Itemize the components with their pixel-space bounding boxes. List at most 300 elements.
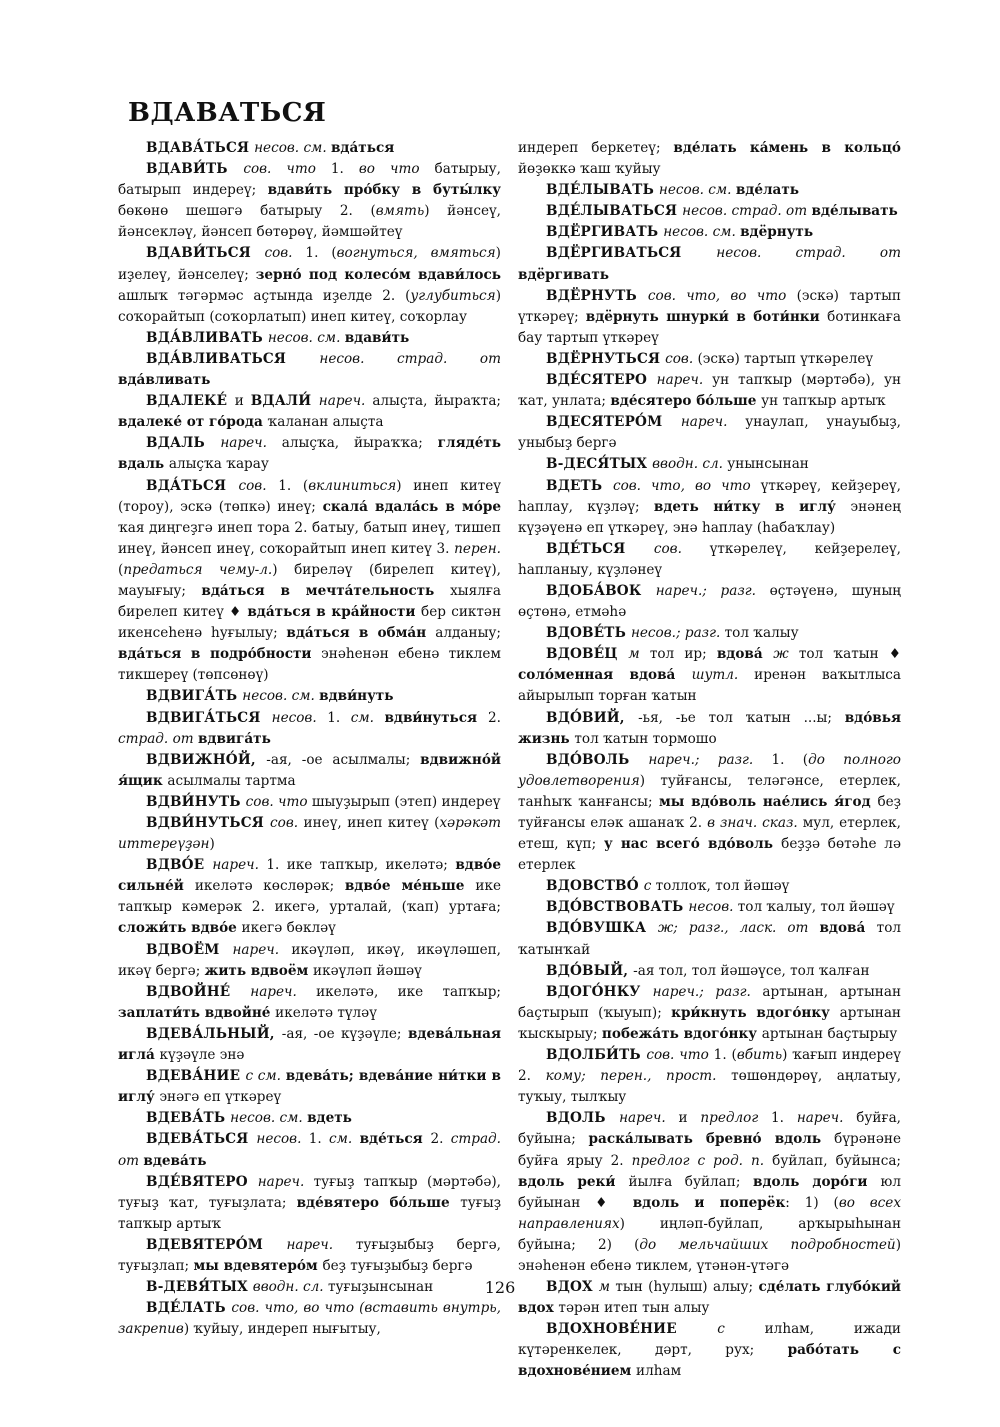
grammar-label: сов. что, во что <box>612 477 761 494</box>
grammar-label: несов. см. <box>658 182 736 199</box>
dictionary-entry <box>518 370 901 412</box>
dictionary-entry <box>518 918 901 960</box>
definition-text: и <box>678 1110 701 1127</box>
headword: ВДОВСТВО́ <box>546 878 644 895</box>
example-phrase: вда́ться в подро́бности <box>118 646 322 663</box>
dictionary-entry <box>118 1066 501 1108</box>
dictionary-entry <box>118 813 501 855</box>
grammar-label: шутл. <box>691 667 755 684</box>
grammar-label: сов. что <box>245 793 312 810</box>
example-phrase: вда́ться в обма́н <box>286 625 436 642</box>
example-phrase: гляде́ть вдаль <box>118 435 501 473</box>
headword: ВДЕВА́НИЕ <box>146 1068 246 1085</box>
definition-text: бер сиктән икенсеһенә һуғылыу; <box>118 604 502 642</box>
definition-text: -ая, -ое асылмалы; <box>266 751 421 768</box>
definition-text: беҙҙә бөтәһе лә етерлек <box>518 836 901 874</box>
definition-text: ун тапҡыр (мәртәбә), ун ҡат, унлата; <box>518 372 902 410</box>
dictionary-entry <box>518 750 901 877</box>
headword: ВДАЛИ́ <box>250 393 319 410</box>
headword: ВДО́ВУШКА <box>546 920 658 937</box>
dictionary-entry <box>518 1319 901 1382</box>
definition-text: -ая тол, тол йәшәүсе, тол ҡалған <box>633 962 870 979</box>
example-phrase: вде́сятеро бо́льше <box>610 393 762 410</box>
dictionary-entry <box>118 1235 501 1277</box>
dictionary-entry <box>518 201 901 222</box>
definition-text: бөкөнө шешәгә батырыу 2. ( <box>118 203 376 220</box>
definition-text: унаулап, унауыбыҙ, уныбыҙ бергә <box>518 414 902 452</box>
definition-text: ) ҡағып индереү 2. <box>518 1047 901 1085</box>
definition-text: тол ир; <box>649 646 717 663</box>
example-phrase: вде́лать <box>735 182 800 199</box>
headword: ВДОВЕ́ТЬ <box>546 625 631 642</box>
example-phrase: вдёрнуть шнурки́ в боти́нки <box>585 308 828 325</box>
grammar-label: сов. что, во что ( <box>231 1300 365 1317</box>
example-phrase: скала́ вдала́сь в мо́ре <box>322 498 502 515</box>
definition-text: ун тапҡыр артыҡ <box>761 393 886 410</box>
example-phrase: вда́ться <box>330 140 395 156</box>
headword: ВДЕВА́ТЬ <box>146 1110 231 1127</box>
definition-text: ) иңләп-буйлап, арҡырыһынан буйына; 2) ( <box>518 1215 901 1253</box>
definition-text: буйлап, буйынса; <box>772 1152 901 1169</box>
grammar-label: сов. <box>665 350 698 367</box>
definition-text: ҡая диңгеҙгә инеп тора 2. батыу, батып инеү, тишеп инеү, йәнсеп инеү, соҡорайтып инеп китеү 3. <box>118 519 501 557</box>
definition-text: 1. <box>330 161 359 178</box>
grammar-label: нареч.; разг. <box>648 751 772 768</box>
grammar-label: м <box>628 646 650 663</box>
grammar-label: несов. <box>688 899 738 916</box>
definition-text: шыуҙырып (этеп) индереү <box>311 793 501 810</box>
definition-text: 1. ( <box>771 751 809 768</box>
dictionary-entry <box>518 286 901 349</box>
headword: В-ДЕВЯ́ТЫХ <box>146 1279 253 1296</box>
dictionary-entry <box>118 476 501 687</box>
page-number: 126 <box>484 1278 516 1297</box>
headword: ВДВИЖНО́Й, <box>146 751 267 768</box>
headword: ВДОЛБИ́ТЬ <box>546 1047 647 1064</box>
example-phrase: вде́ться <box>359 1131 431 1148</box>
definition-text: 2. <box>488 709 502 726</box>
dictionary-entry <box>118 1172 501 1235</box>
grammar-label: нареч. <box>220 435 282 452</box>
definition-text: инеү, инеп китеү ( <box>303 815 440 831</box>
example-phrase: вдеть <box>307 1110 352 1127</box>
definition-text: -ья, -ье тол ҡатын ...ы; <box>638 709 845 726</box>
grammar-label: вклиниться <box>308 477 397 494</box>
definition-text: 1. ( <box>305 245 337 262</box>
dictionary-entry <box>118 686 501 707</box>
definition-text: үткәрелеү, кейҙерелеү, һапланыу, күҙләнеү <box>518 540 901 578</box>
grammar-label: хәрәкәт иттереүҙән <box>118 815 502 853</box>
dictionary-entry <box>118 708 501 750</box>
dictionary-entry <box>118 328 501 349</box>
headword: ВДЕСЯТЕРО́М <box>546 414 681 431</box>
example-phrase: сде́лать глубо́кий вдох <box>518 1279 902 1317</box>
example-phrase: вдёргивать <box>518 266 609 283</box>
headword: ВДАЛЬ <box>146 435 221 452</box>
grammar-label: до полного удовлетворения <box>518 751 901 789</box>
headword: ВДЁРНУТЬ <box>546 287 648 304</box>
grammar-label: сов. <box>270 815 304 831</box>
grammar-label: нареч. <box>680 414 746 431</box>
definition-text: туғыҙыбыҙ бергә, туғыҙлап; <box>118 1236 501 1274</box>
definition-text: тол ҡалыу, тол йәшәү <box>737 899 895 916</box>
headword: ВДОХНОВЕ́НИЕ <box>546 1321 718 1338</box>
example-phrase: вдеть ни́тку в иглу́ <box>653 498 851 515</box>
example-phrase: рабо́тать с вдохнове́нием <box>518 1342 901 1380</box>
grammar-label: предаться чему-л. <box>123 561 273 578</box>
dictionary-entry <box>518 1045 901 1108</box>
definition-text: ) ҡуйыу, индереп нығытыу, <box>183 1321 381 1338</box>
grammar-label: несов. см. <box>254 140 331 156</box>
grammar-label: несов. см. <box>230 1110 308 1127</box>
definition-text: икеләтә түләү <box>275 1004 377 1021</box>
example-phrase: вдалеке́ от го́рода <box>118 414 268 431</box>
definition-text: мул, етерлек, етеш, күп; <box>518 815 901 853</box>
definition-text: иренән ваҡытлыса айырылып торған ҡатын <box>518 667 902 705</box>
left-column <box>118 138 501 1340</box>
definition-text: юл буйынан ♦ <box>518 1173 901 1211</box>
grammar-label: сов. <box>264 245 306 262</box>
dictionary-entry <box>118 159 501 243</box>
grammar-label: сов. что <box>646 1047 714 1064</box>
headword: ВДЕВЯТЕРО́М <box>146 1236 287 1253</box>
definition-text: ) соҡорайтып (соҡорлатып) инеп китеү, соҡорлау <box>118 287 501 325</box>
example-phrase: вдво́е сильне́й <box>118 857 501 895</box>
grammar-label: во что <box>358 161 435 178</box>
example-phrase: вдева́ть; вдева́ние ни́тки в иглу́ <box>118 1068 501 1106</box>
headword: ВДОГО́НКУ <box>546 983 653 1000</box>
headword: ВДВОЙНЕ́ <box>146 983 251 1000</box>
headword: ВДОВЕ́Ц <box>546 646 629 663</box>
dictionary-entry <box>518 1108 901 1277</box>
grammar-label: вмять <box>375 203 425 220</box>
example-phrase: вдёрнуть <box>740 224 814 241</box>
headword: ВДЕВА́ЛЬНЫЙ, <box>146 1025 282 1042</box>
headword: ВДО́ВОЛЬ <box>546 751 649 768</box>
dictionary-entry <box>118 1024 501 1066</box>
grammar-label: нареч. <box>619 1110 679 1127</box>
headword: ВДЕ́СЯТЕРО <box>546 372 657 389</box>
definition-text: алыҫҡа, йыраҡҡа; <box>281 435 438 452</box>
dictionary-entry <box>518 180 901 201</box>
headword: ВДЕ́ЛЫВАТЬСЯ <box>546 203 683 220</box>
grammar-label: несов. <box>271 709 328 726</box>
headword: ВДАВА́ТЬСЯ <box>146 140 255 156</box>
example-phrase: вда́ться в кра́йности <box>247 604 422 621</box>
dictionary-entry <box>518 243 901 285</box>
definition-text: төшөндөрөү, аңлатыу, туҡыу, тылҡыу <box>518 1068 902 1106</box>
definition-text: икеләтә, ике тапҡыр; <box>316 983 501 1000</box>
definition-text: 1. ( <box>713 1047 737 1064</box>
dictionary-entry <box>518 708 901 750</box>
example-phrase: вдави́ть <box>344 329 410 346</box>
definition-text: ашлыҡ тәгәрмәс аҫтында иҙелде 2. ( <box>118 287 411 304</box>
dictionary-entry <box>118 391 501 433</box>
definition-text: 1. <box>771 1110 797 1127</box>
definition-text: туғыҙ тапҡыр артыҡ <box>118 1194 501 1232</box>
example-phrase: вдо́вья жизнь <box>518 709 901 747</box>
definition-text: өҫтәүенә, шуның өҫтөнә, етмәһә <box>518 582 901 621</box>
headword: ВДА́ВЛИВАТЬ <box>146 329 268 346</box>
example-phrase: вде́вятеро бо́льше <box>296 1194 461 1211</box>
example-phrase: заплати́ть вдвойне́ <box>118 1004 276 1021</box>
definition-text: тол ҡатын ♦ <box>798 646 901 663</box>
headword: ВДОХ <box>546 1279 599 1296</box>
grammar-label: сов. <box>653 540 710 557</box>
grammar-label: вогнуться, вмяться <box>336 245 496 262</box>
grammar-label: нареч. <box>212 857 267 874</box>
dictionary-entry <box>518 623 901 644</box>
definition-text: 1. ( <box>278 477 309 494</box>
definition-text: тәрән итеп тын алыу <box>558 1300 710 1317</box>
right-column <box>518 138 901 1383</box>
definition-text: артынан баҫтырыу <box>761 1025 898 1042</box>
definition-text: ) туйғансы, теләгәнсе, етерлек, танһыҡ ҡанғансы; <box>518 772 901 810</box>
grammar-label: вбить <box>736 1047 783 1064</box>
definition-text: туғыҙ тапҡыр (мәртәбә), туғыҙ ҡат, туғыҙлата; <box>118 1173 501 1211</box>
definition-text: йылға буйлап; <box>628 1173 753 1190</box>
example-phrase: вдоль и поперёк <box>632 1194 786 1211</box>
definition-text: беҙ туғыҙыбыҙ бергә <box>322 1257 473 1274</box>
grammar-label: нареч. <box>232 941 292 958</box>
headword: ВДОБА́ВОК <box>546 582 656 599</box>
definition-text: 1. <box>327 709 351 726</box>
dictionary-entry <box>518 349 901 370</box>
definition-text: толлоҡ, тол йәшәү <box>655 878 790 895</box>
example-phrase: вдова́ <box>819 920 877 937</box>
definition-text: тол ҡатын тормошо <box>574 730 717 747</box>
definition-text: икегә бөкләү <box>241 920 336 937</box>
grammar-label: в знач. сказ. <box>707 815 803 831</box>
example-phrase: вдво́е ме́ньше <box>344 878 476 895</box>
definition-text: илһам, ижади күтәренкелек, дәрт, рух; <box>518 1321 901 1359</box>
headword: ВДЕВА́ТЬСЯ <box>146 1131 257 1148</box>
dictionary-entry <box>518 961 901 982</box>
definition-text: индереп беркетеү; <box>518 140 674 156</box>
definition-text: ) йәнсеү, йәнсекләү, йәнсеп бөтөрөү, йәмшәйтеү <box>118 203 502 241</box>
definition-text: (эскә) тартып үткәреү; <box>518 287 901 325</box>
definition-text: 2. <box>430 1131 451 1148</box>
example-phrase: побежа́ть вдого́нку <box>601 1025 762 1042</box>
dictionary-entry <box>118 792 501 813</box>
definition-text: илһам <box>636 1363 682 1380</box>
definition-text: 1. ике тапҡыр, икеләтә; <box>266 857 456 874</box>
example-phrase: мы вдо́воль нае́лись я́год <box>658 793 878 810</box>
definition-text: беҙ туйғансы еләк ашанаҡ 2. <box>518 793 901 831</box>
headword: ВДЁРГИВАТЬСЯ <box>546 245 717 262</box>
grammar-label: см. <box>350 709 385 726</box>
grammar-label: углубиться <box>410 287 496 304</box>
grammar-label: несов. см. <box>663 224 741 241</box>
headword: ВДВИ́НУТЬСЯ <box>146 815 271 831</box>
definition-text: артынан, артынан баҫтырып (ҡыуып); <box>518 983 902 1021</box>
example-phrase: вда́вливать <box>118 372 211 389</box>
grammar-label: сов. что <box>243 161 331 178</box>
dictionary-entry <box>118 138 501 159</box>
definition-text: ) иҙелеү, йәнселеү; <box>118 245 501 283</box>
headword: ВДО́ВЫЙ, <box>546 962 634 979</box>
headword: ВДВО́Е <box>146 857 213 874</box>
example-phrase: вдви́нуть <box>319 688 394 705</box>
grammar-label: страд. от <box>118 1131 501 1169</box>
definition-text: батырыу, батырып индереү; <box>118 161 501 199</box>
dictionary-entry <box>518 876 901 897</box>
dictionary-entry <box>518 454 901 475</box>
grammar-label: кому; перен., прост. <box>545 1068 732 1085</box>
example-phrase: вдвига́ть <box>197 730 271 747</box>
grammar-label: вводн. сл. <box>252 1279 328 1296</box>
grammar-label: предлог с род. п. <box>631 1152 773 1169</box>
grammar-label: несов. страд. от <box>716 245 901 262</box>
grammar-label: с см. <box>245 1068 286 1085</box>
grammar-label: предлог <box>700 1110 772 1127</box>
definition-text: энәһенән ебенә тиклем тикшереү (төпсөнөү) <box>118 646 501 684</box>
dictionary-entry <box>118 1108 501 1129</box>
definition-text: икеләтә көслөрәк; <box>194 878 345 895</box>
headword: ВДЕ́ВЯТЕРО <box>146 1173 258 1190</box>
dictionary-entry <box>118 1298 501 1340</box>
grammar-label: перен. <box>454 540 501 557</box>
dictionary-entry <box>518 412 901 454</box>
definition-text: туғыҙынсынан <box>327 1279 434 1296</box>
definition-text: 1. <box>308 1131 330 1148</box>
definition-text: тол ҡалыу <box>724 625 799 642</box>
grammar-label: с <box>643 878 656 895</box>
definition-text: ике тапҡыр кәмерәк 2. икегә, урталай, (ҡап) уртаға; <box>118 878 501 916</box>
headword: ВДЁРНУТЬСЯ <box>546 350 666 367</box>
definition-text: и <box>234 393 251 410</box>
definition-text: асылмалы тартма <box>167 772 296 789</box>
definition-text: : 1) ( <box>785 1194 839 1211</box>
headword: ВДАВИ́ТЬ <box>146 161 244 178</box>
definition-text: -ая, -ое күҙәүле; <box>281 1025 408 1042</box>
definition-text: энәнең күҙәүенә еп үткәреү, энә һаплау (һабаҡлау) <box>518 498 901 536</box>
grammar-label: несов. страд. от <box>319 350 501 367</box>
dictionary-entry <box>118 982 501 1024</box>
dictionary-entry <box>518 581 901 623</box>
definition-text: тол ҡатынҡай <box>518 920 902 958</box>
headword: ВДВОЁМ <box>146 941 233 958</box>
definition-text: алданыу; <box>435 625 501 642</box>
grammar-label: сов. что, во что <box>647 287 797 304</box>
definition-text: артынан ҡыскырыу; <box>518 1004 901 1042</box>
headword: ВДЕ́ЛАТЬ <box>146 1300 232 1317</box>
example-phrase: вдви́нуться <box>384 709 489 726</box>
dictionary-entry <box>518 982 901 1045</box>
grammar-label: ж <box>773 646 799 663</box>
grammar-label: нареч. <box>257 1173 314 1190</box>
headword: ВДО́ВСТВОВАТЬ <box>546 899 689 916</box>
example-phrase: вде́лывать <box>811 203 898 220</box>
example-phrase: вдева́ть <box>143 1152 207 1169</box>
dictionary-entry <box>118 855 501 939</box>
example-phrase: вдави́ть про́бку в буты́лку <box>267 182 501 199</box>
grammar-label: нареч. <box>318 393 373 410</box>
grammar-label: нареч. <box>250 983 317 1000</box>
grammar-label: с <box>717 1321 765 1338</box>
headword: ВДЕТЬ <box>546 477 613 494</box>
definition-text: ботинкаға бау тартып үткәреү <box>518 308 901 346</box>
definition-text: икәүләп йәшәү <box>313 962 422 979</box>
headword: ВДАЛЕКЕ́ <box>146 393 235 410</box>
dictionary-entry <box>118 1129 501 1171</box>
grammar-label: нареч.; разг. <box>652 983 763 1000</box>
example-phrase: мы вдевятеро́м <box>193 1257 323 1274</box>
dictionary-entry <box>518 644 901 707</box>
definition-text: (эскә) тартып үткәрелеү <box>697 350 874 367</box>
example-phrase: вдова́ <box>716 646 774 663</box>
definition-text: ) <box>209 836 215 853</box>
grammar-label: нареч. <box>796 1110 857 1127</box>
dictionary-entry <box>118 750 501 792</box>
example-phrase: вде́лать ка́мень в кольцо́ <box>673 140 901 156</box>
definition-text: алыҫҡа ҡарау <box>168 456 269 473</box>
definition-text: үткәреү, кейҙереү, һаплау, күҙләү; <box>518 477 901 515</box>
headword: ВДВИГА́ТЬСЯ <box>146 709 272 726</box>
grammar-label: несов. <box>256 1131 309 1148</box>
grammar-label: несов. страд. от <box>682 203 812 220</box>
example-phrase: вда́ться в мечта́тельность <box>201 582 451 599</box>
example-phrase: у нас всего́ вдо́воль <box>603 836 782 853</box>
definition-text: ҡаланан алыҫта <box>267 414 384 431</box>
definition-text: ) энәһенән ебенә тиклем, үтәнән-үтәгә <box>518 1236 901 1274</box>
headword: В-ДЕСЯ́ТЫХ <box>546 456 653 473</box>
dictionary-entry <box>518 222 901 243</box>
headword: ВДО́ВИЙ, <box>546 709 639 726</box>
grammar-label: нареч. <box>656 372 713 389</box>
example-phrase: зерно́ под колесо́м вдави́лось <box>255 266 501 283</box>
grammar-label: несов. см. <box>267 329 345 346</box>
headword: ВДВИ́НУТЬ <box>146 793 246 810</box>
example-phrase: вдева́льная игла́ <box>118 1025 501 1064</box>
definition-text: буйға, буйына; <box>518 1110 902 1148</box>
grammar-label: нареч. <box>286 1236 356 1253</box>
definition-text: күҙәүле энә <box>159 1047 245 1064</box>
headword: ВДОЛЬ <box>546 1110 620 1127</box>
headword: ВДЕ́ЛЫВАТЬ <box>546 182 659 199</box>
grammar-label: см. <box>329 1131 360 1148</box>
definition-text: энәгә еп үткәреү <box>159 1089 282 1106</box>
grammar-label: несов. см. <box>242 688 320 705</box>
example-phrase: раска́лывать бревно́ вдоль <box>588 1131 835 1148</box>
dictionary-entry <box>118 243 501 327</box>
dictionary-entry <box>118 349 501 391</box>
grammar-label: сов. <box>238 477 279 494</box>
grammar-label: до мельчайших подробностей <box>639 1236 896 1253</box>
headword: ВДВИГА́ТЬ <box>146 688 243 705</box>
headword: ВДАВИ́ТЬСЯ <box>146 245 265 262</box>
example-phrase: соло́менная вдова́ <box>518 667 692 684</box>
definition-text: алыҫта, йыраҡта; <box>372 393 502 410</box>
example-phrase: вдоль доро́ги <box>753 1173 881 1190</box>
definition-text: тын (һулыш) алыу; <box>615 1279 759 1296</box>
headword: ВДЕ́ТЬСЯ <box>546 540 654 557</box>
grammar-label: несов.; разг. <box>630 625 725 642</box>
headword: ВДЁРГИВАТЬ <box>546 224 664 241</box>
grammar-label: страд. от <box>118 730 198 747</box>
dictionary-entry <box>518 539 901 581</box>
definition-text: хыялға бирелеп китеү ♦ <box>118 582 501 621</box>
example-phrase: сложи́ть вдво́е <box>118 920 242 937</box>
grammar-label: м <box>598 1279 616 1296</box>
grammar-label: нареч.; разг. <box>655 582 770 599</box>
grammar-label: ж; разг., ласк. от <box>657 920 820 937</box>
headword: ВДА́ВЛИВАТЬСЯ <box>146 350 320 367</box>
definition-text: унынсынан <box>727 456 809 473</box>
definition-text: ) биреләү (бирелеп китеү), мауығыу; <box>118 561 501 599</box>
grammar-label: вводн. сл. <box>652 456 728 473</box>
definition-text: икәүләп, икәү, икәүләшеп, икәү бергә; <box>118 941 501 979</box>
